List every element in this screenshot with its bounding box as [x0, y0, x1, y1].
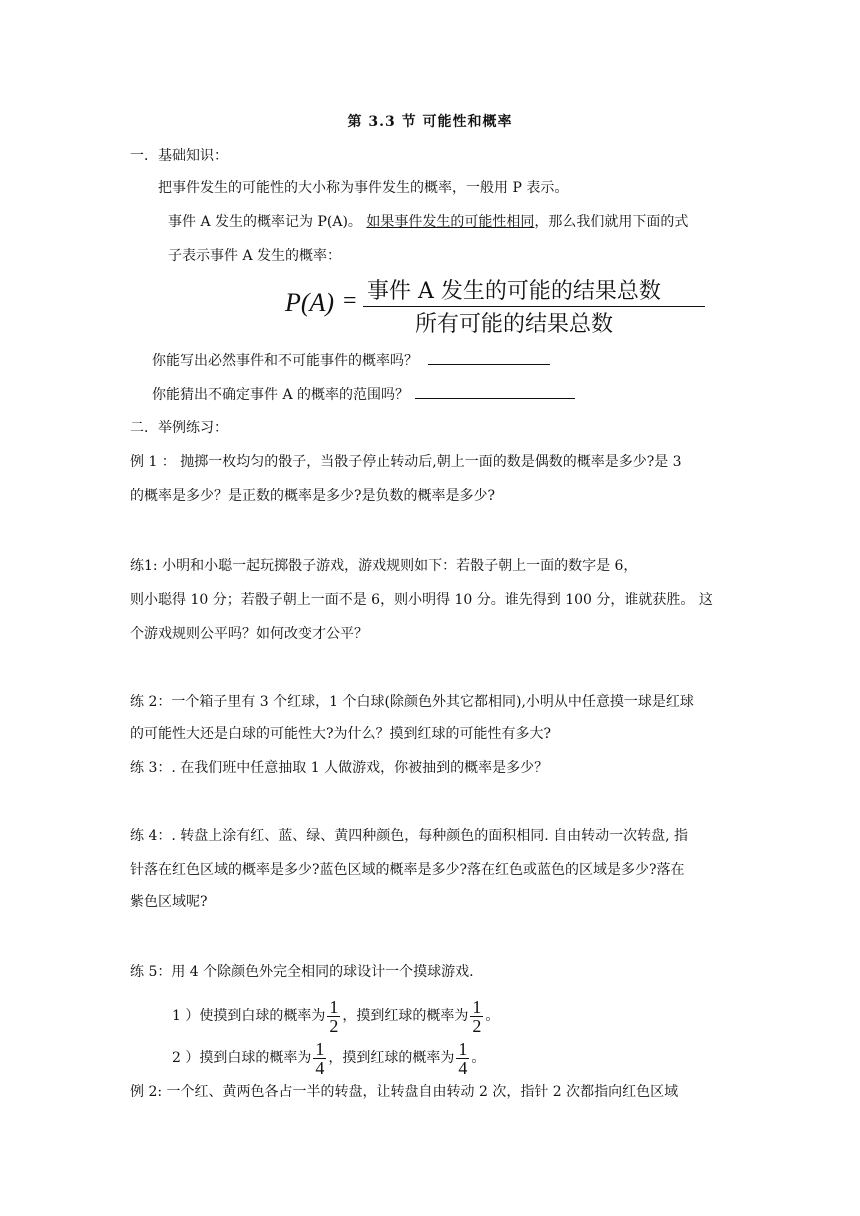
- practice-2-line-2: 的可能性大还是白球的可能性大?为什么？摸到红球的可能性有多大?: [130, 726, 552, 742]
- item-text: 1 ）使摸到白球的概率为: [172, 1008, 326, 1024]
- practice-1-line-3: 个游戏规则公平吗？如何改变才公平？: [130, 626, 368, 642]
- practice-4-line-2: 针落在红色区域的概率是多少?蓝色区域的概率是多少?落在红色或蓝色的区域是多少?落在: [130, 862, 685, 878]
- fraction-numerator: 1: [472, 996, 482, 1017]
- formula-numerator: 事件 A 发生的可能的结果总数: [367, 279, 661, 304]
- item-text: 2 ）摸到白球的概率为: [172, 1050, 312, 1066]
- underlined-condition: 如果事件发生的可能性相同: [366, 214, 535, 230]
- paragraph-notation: [168, 212, 688, 232]
- question-certain-events: [152, 350, 550, 371]
- paragraph-definition: 把事件发生的可能性的大小称为事件发生的概率，一般用 P 表示。: [158, 180, 569, 196]
- practice-5-item-2: [172, 1038, 485, 1078]
- section-heading-examples: 二．举例练习：: [130, 420, 228, 436]
- item-text: 。: [471, 1050, 486, 1066]
- fraction-denominator: 2: [472, 1015, 482, 1036]
- formula-denominator: 所有可能的结果总数: [415, 312, 614, 337]
- practice-3-line-1: 练 3：. 在我们班中任意抽取 1 人做游戏，你被抽到的概率是多少？: [130, 760, 549, 776]
- question-text: 你能写出必然事件和不可能事件的概率吗？: [152, 353, 418, 369]
- question-range: [152, 384, 575, 405]
- notation-text: 事件 A 发生的概率记为 P(A)。: [168, 214, 367, 230]
- item-text: ，摸到红球的概率为: [342, 1008, 469, 1024]
- notation-text-cont: ，那么我们就用下面的式: [534, 214, 689, 230]
- practice-1-line-1: 练1: 小明和小聪一起玩掷骰子游戏，游戏规则如下：若骰子朝上一面的数字是 6，: [130, 558, 638, 574]
- practice-5-item-1: [172, 996, 499, 1036]
- section-heading-basics: 一．基础知识：: [130, 148, 228, 164]
- formula-lhs: P(A): [285, 288, 335, 317]
- fraction-numerator: 1: [458, 1038, 468, 1059]
- formula-equals: =: [343, 288, 357, 314]
- practice-5-line-1: 练 5：用 4 个除颜色外完全相同的球设计一个摸球游戏.: [130, 964, 474, 980]
- practice-1-line-2: 则小聪得 10 分；若骰子朝上一面不是 6，则小明得 10 分。谁先得到 100 分，谁就获胜。 这: [130, 592, 713, 608]
- fraction-one-half: [327, 998, 340, 1035]
- answer-blank[interactable]: [428, 350, 550, 365]
- paragraph-notation-cont: 子表示事件 A 发生的概率：: [168, 248, 342, 264]
- example-2-line-1: 例 2: 一个红、黄两色各占一半的转盘，让转盘自由转动 2 次，指针 2 次都指向红色区域: [130, 1084, 679, 1100]
- fraction-denominator: 4: [458, 1057, 468, 1078]
- fraction-one-half: [470, 998, 483, 1035]
- example-1-line-1: 例 1 ： 抛掷一枚均匀的骰子，当骰子停止转动后,朝上一面的数是偶数的概率是多少?是 3: [130, 454, 682, 470]
- fraction-numerator: 1: [315, 1038, 325, 1059]
- page-title: 第 3.3 节 可能性和概率: [347, 114, 513, 130]
- practice-4-line-1: 练 4：. 转盘上涂有红、蓝、绿、黄四种颜色，每种颜色的面积相同. 自由转动一次转盘, 指: [130, 828, 689, 844]
- fraction-one-quarter: [313, 1040, 326, 1077]
- fraction-denominator: 2: [329, 1015, 339, 1036]
- fraction-one-quarter: [456, 1040, 469, 1077]
- probability-formula: [285, 274, 715, 338]
- example-1-line-2: 的概率是多少？是正数的概率是多少?是负数的概率是多少?: [130, 488, 496, 504]
- item-text: ，摸到红球的概率为: [328, 1050, 455, 1066]
- question-text: 你能猜出不确定事件 A 的概率的范围吗？: [152, 387, 410, 403]
- fraction-denominator: 4: [315, 1057, 325, 1078]
- practice-2-line-1: 练 2：一个箱子里有 3 个红球，1 个白球(除颜色外其它都相同),小明从中任意摸一球是红球: [130, 694, 694, 710]
- item-text: 。: [485, 1008, 500, 1024]
- answer-blank[interactable]: [415, 384, 575, 399]
- fraction-numerator: 1: [329, 996, 339, 1017]
- practice-4-line-3: 紫色区域呢?: [130, 894, 208, 910]
